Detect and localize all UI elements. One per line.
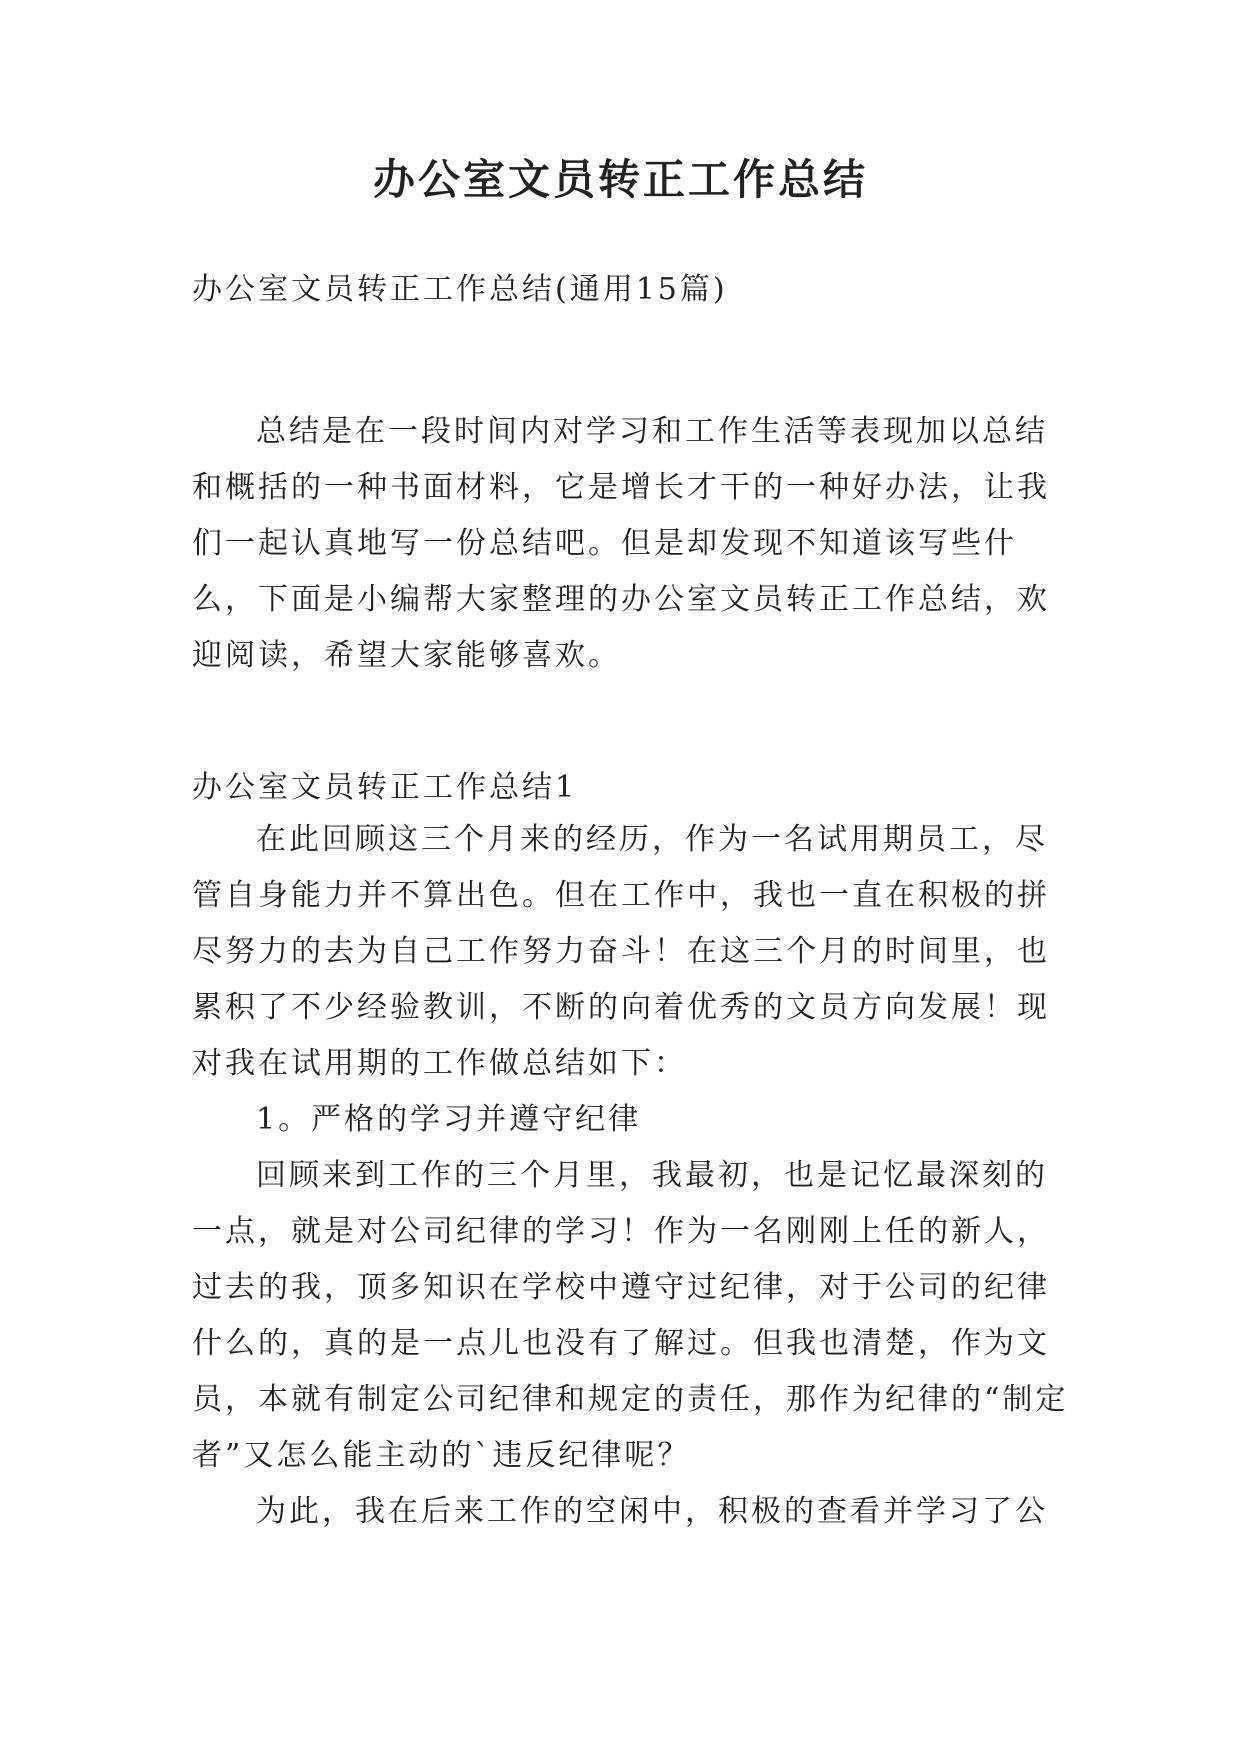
section-paragraph-3: 为此，我在后来工作的空闲中，积极的查看并学习了公 (256, 1494, 1048, 1529)
document-title: 办公室文员转正工作总结 (372, 155, 868, 204)
intro-paragraph: 总结是在一段时间内对学习和工作生活等表现加以总结和概括的一种书面材料，它是增长才干的一种好办法，让我们一起认真地写一份总结吧。但是却发现不知道该写些什么，下面是小编帮大家整理的办公室文员转正工作总结，欢迎阅读，希望大家能够喜欢。 (192, 414, 1050, 673)
section-paragraph-1: 在此回顾这三个月来的经历，作为一名试用期员工，尽管自身能力并不算出色。但在工作中，我也一直在积极的拼尽努力的去为自己工作努力奋斗！在这三个月的时间里，也累积了不少经验教训，不断的向着优秀的文员方向发展！现对我在试用期的工作做总结如下： (192, 822, 1050, 1081)
section-paragraph-2: 回顾来到工作的三个月里，我最初，也是记忆最深刻的一点，就是对公司纪律的学习！作为一名刚刚上任的新人，过去的我，顶多知识在学校中遵守过纪律，对于公司的纪律什么的，真的是一点儿也没有了解过。但我也清楚，作为文员，本就有制定公司纪律和规定的责任，那作为纪律的“制定者”又怎么能主动的`违反纪律呢？ (192, 1158, 1069, 1473)
numbered-item-1: 1。严格的学习并遵守纪律 (256, 1102, 642, 1137)
document-subtitle: 办公室文员转正工作总结(通用15篇) (192, 272, 728, 307)
section-heading: 办公室文员转正工作总结1 (192, 770, 578, 805)
